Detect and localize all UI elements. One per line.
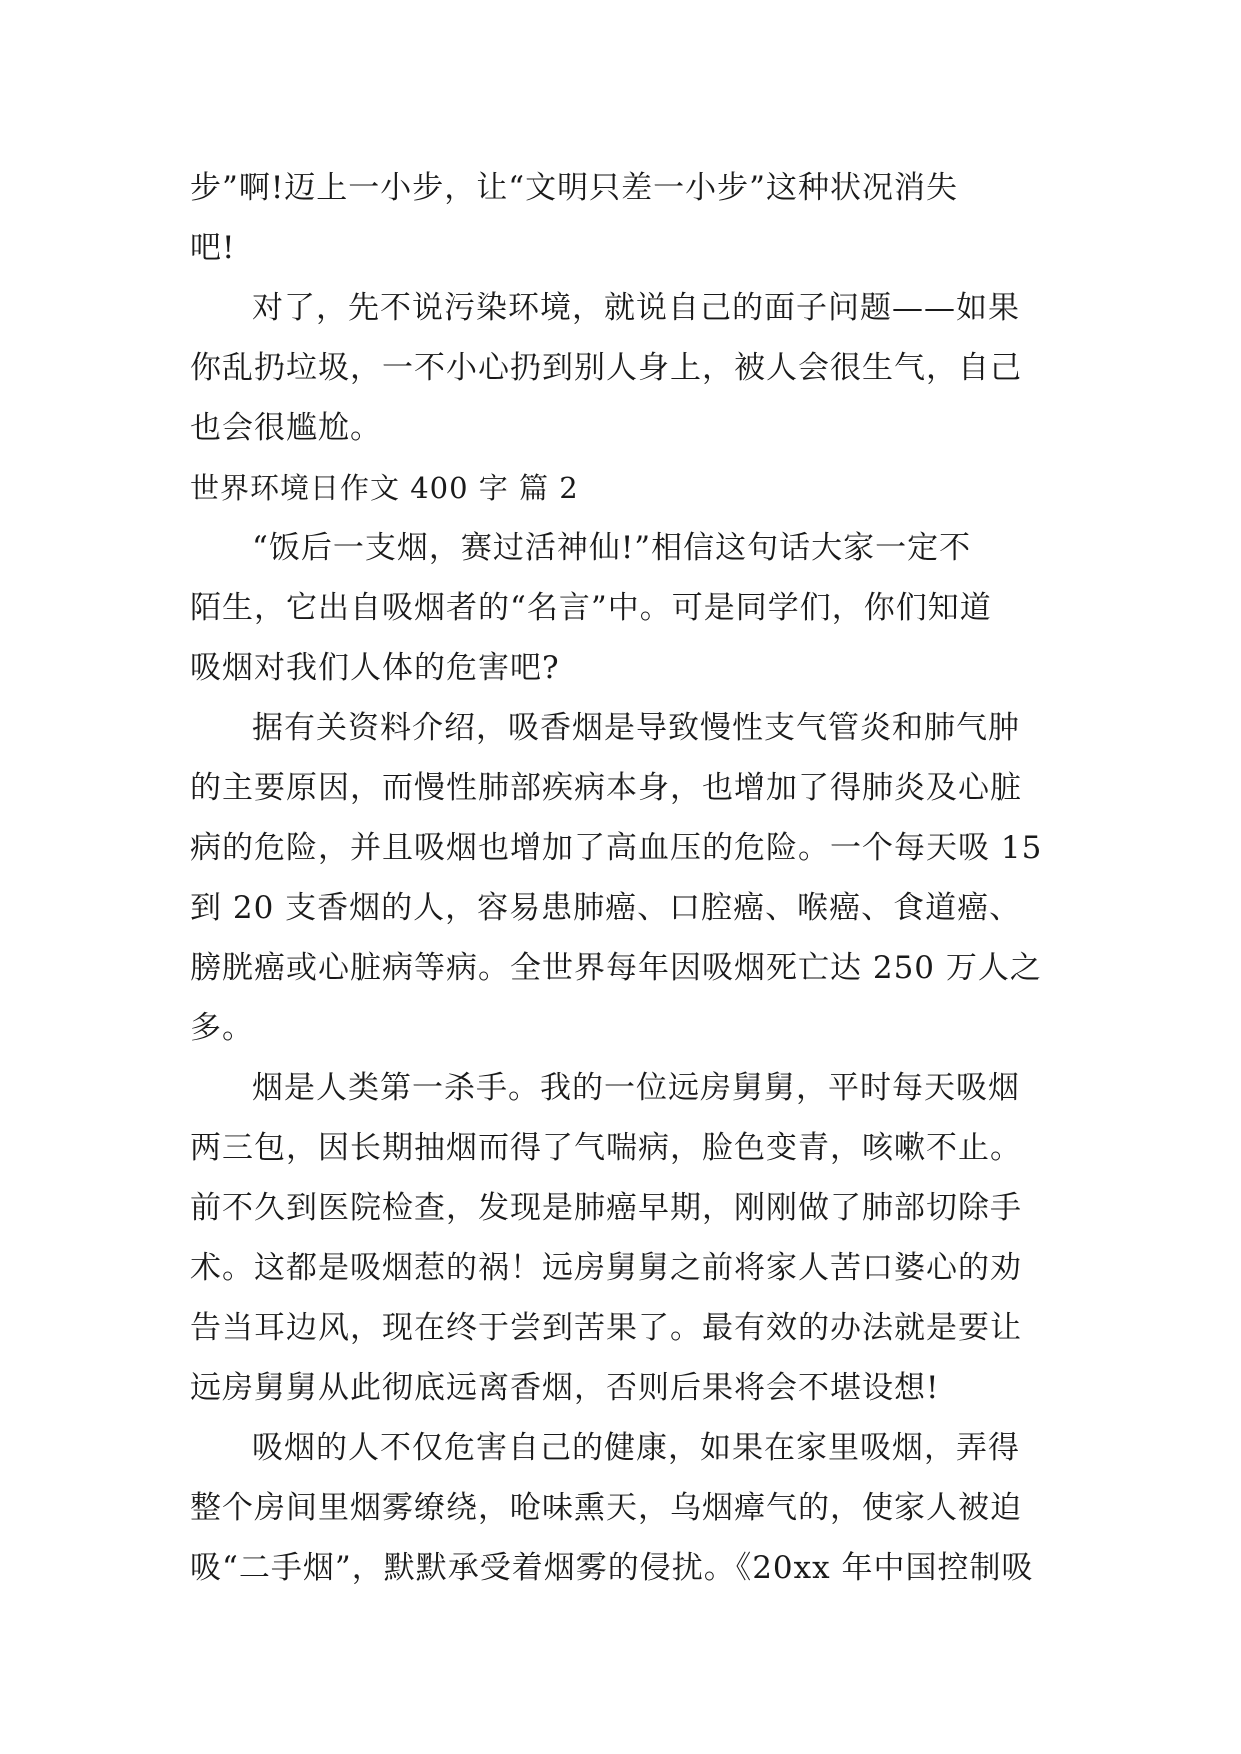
text-line: 到 20 支香烟的人，容易患肺癌、口腔癌、喉癌、食道癌、 bbox=[190, 890, 1022, 926]
text-line: 远房舅舅从此彻底远离香烟，否则后果将会不堪设想! bbox=[190, 1370, 940, 1406]
text-line: 膀胱癌或心脏病等病。全世界每年因吸烟死亡达 250 万人之 bbox=[190, 950, 1042, 986]
text-line: 据有关资料介绍，吸香烟是导致慢性支气管炎和肺气肿 bbox=[252, 710, 1020, 746]
text-line: “饭后一支烟，赛过活神仙!”相信这句话大家一定不 bbox=[252, 530, 972, 566]
paragraph bbox=[190, 698, 1060, 1058]
text-line: 前不久到医院检查，发现是肺癌早期，刚刚做了肺部切除手 bbox=[190, 1190, 1022, 1226]
text-line: 陌生，它出自吸烟者的“名言”中。可是同学们，你们知道 bbox=[190, 590, 992, 626]
text-line: 病的危险，并且吸烟也增加了高血压的危险。一个每天吸 15 bbox=[190, 830, 1043, 866]
document-body bbox=[190, 158, 1060, 1598]
text-line: 你乱扔垃圾，一不小心扔到别人身上，被人会很生气，自己 bbox=[190, 350, 1022, 386]
text-line: 多。 bbox=[190, 1010, 254, 1046]
text-line: 烟是人类第一杀手。我的一位远房舅舅，平时每天吸烟 bbox=[252, 1070, 1020, 1106]
text-line: 步”啊!迈上一小步，让“文明只差一小步”这种状况消失 bbox=[190, 170, 958, 206]
section-heading: 世界环境日作文 400 字 篇 2 bbox=[190, 471, 579, 505]
text-line: 吸“二手烟”，默默承受着烟雾的侵扰。《20xx 年中国控制吸 bbox=[190, 1550, 1034, 1586]
text-line: 也会很尴尬。 bbox=[190, 410, 382, 446]
text-line: 两三包，因长期抽烟而得了气喘病，脸色变青，咳嗽不止。 bbox=[190, 1130, 1022, 1166]
text-line: 对了，先不说污染环境，就说自己的面子问题——如果 bbox=[252, 290, 1020, 326]
text-line: 的主要原因，而慢性肺部疾病本身，也增加了得肺炎及心脏 bbox=[190, 770, 1022, 806]
paragraph bbox=[190, 158, 1060, 278]
text-line: 吧! bbox=[190, 230, 236, 266]
text-line: 术。这都是吸烟惹的祸！远房舅舅之前将家人苦口婆心的劝 bbox=[190, 1250, 1022, 1286]
paragraph bbox=[190, 278, 1060, 458]
paragraph bbox=[190, 1418, 1060, 1598]
text-line: 整个房间里烟雾缭绕，呛味熏天，乌烟瘴气的，使家人被迫 bbox=[190, 1490, 1022, 1526]
paragraph bbox=[190, 518, 1060, 698]
text-line: 吸烟对我们人体的危害吧? bbox=[190, 650, 560, 686]
text-line: 告当耳边风，现在终于尝到苦果了。最有效的办法就是要让 bbox=[190, 1310, 1022, 1346]
text-line: 吸烟的人不仅危害自己的健康，如果在家里吸烟，弄得 bbox=[252, 1430, 1020, 1466]
paragraph bbox=[190, 1058, 1060, 1418]
